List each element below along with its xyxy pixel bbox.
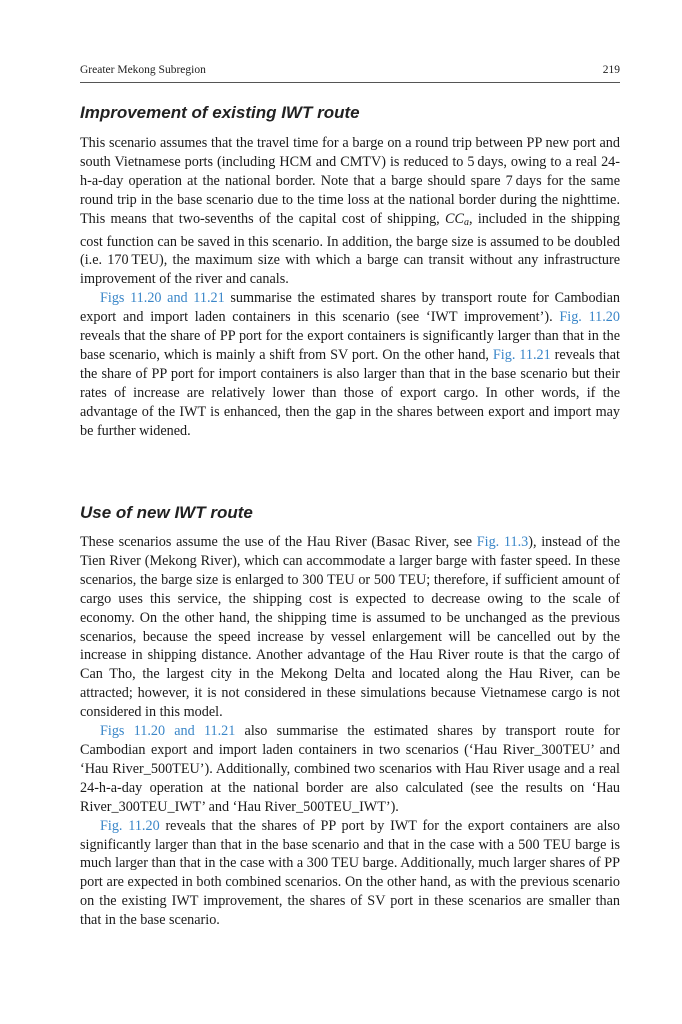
paragraph xyxy=(80,134,620,289)
running-title: Greater Mekong Subregion xyxy=(80,64,206,76)
paragraph xyxy=(80,289,620,440)
figure-reference-link[interactable]: Fig. 11.3 xyxy=(476,534,529,550)
text-run: reveals that the share of PP port for import containers is also larger than that in the base scenario but their rates of increase are relatively lower than those of export cargo. In other words, if the advantage of the IWT is enhanced, then the gap in the shares between export and import may be further widened. xyxy=(80,346,620,439)
section-heading-iwt-improvement: Improvement of existing IWT route xyxy=(80,103,360,122)
figure-reference-link[interactable]: Fig. 11.20 xyxy=(100,817,160,834)
text-run: These scenarios assume the use of the Hau River (Basac River, see xyxy=(80,534,477,550)
paragraph xyxy=(80,817,620,930)
figure-reference-link[interactable]: Figs 11.20 and 11.21 xyxy=(100,290,225,307)
text-run: ), instead of the Tien River (Mekong River), which can accommodate a larger barge with faster speed. In these scenarios, the barge size is enlarged to 300 TEU or 500 TEU; therefore, if sufficient amount of cargo uses this service, the shipping cost is expected to decrease owing to the scale of economy. On the other hand, the shipping time is assumed to be unchanged as the previous scenarios, because the speed increase by vessel enlargement will be cancelled out by the increase in shipping distance. Another advantage of the Hau River route is that the cargo of Can Tho, the largest city in the Mekong Delta and located along the Hau River, can be attracted; however, it is not considered in these simulations because Vietnamese cargo is not considered in this model. xyxy=(80,534,620,721)
text-run: , included in the shipping cost function can be saved in this scenario. In addition, the barge size is assumed to be doubled (i.e. 170 TEU), the maximum size with which a barge can transit without any infrastructure improvement of the river and canals. xyxy=(80,210,620,288)
text-run: also summarise the estimated shares by transport route for Cambodian export and import laden containers in two scenarios (‘Hau River_300TEU’ and ‘Hau River_500TEU’). Additionally, combined two scenarios with Hau River usage and a real 24-h-a-day operation at the national border are also calculated (see the results on ‘Hau River_300TEU_IWT’ and ‘Hau River_500TEU_IWT’). xyxy=(80,723,620,815)
paragraph xyxy=(80,533,620,722)
figure-reference-link[interactable]: Fig. 11.21 xyxy=(492,346,551,363)
section-new-iwt-route xyxy=(80,533,620,930)
figure-reference-link[interactable]: Figs 11.20 and 11.21 xyxy=(100,723,236,740)
page-number: 219 xyxy=(602,64,620,76)
text-run: reveals that the share of PP port for the export containers is significantly larger than that in the base scenario, which is mainly a shift from SV port. On the other hand, xyxy=(80,328,620,363)
section-iwt-improvement xyxy=(80,134,620,441)
section-heading-new-iwt-route: Use of new IWT route xyxy=(80,503,253,522)
math-subscript: a xyxy=(463,216,469,228)
text-run: This scenario assumes that the travel time for a barge on a round trip between PP new port and south Vietnamese ports (including HCM and CMTV) is reduced to 5 days, owing to a real 24-h-a-day operation at the national border. Note that a barge should spare 7 days for the same round trip in the base scenario due to the time loss at the national border during the nighttime. This means that two-sevenths of the capital cost of shipping, xyxy=(80,135,620,227)
math-symbol: CC xyxy=(445,210,464,227)
text-run: reveals that the shares of PP port by IWT for the export containers are also significantly larger than that in the base scenario and that in the case with a 500 TEU barge is much larger than that in the case with a 300 TEU barge. Additionally, much larger shares of PP port are expected in both combined scenarios. On the other hand, as with the previous scenario on the existing IWT improvement, the shares of SV port in these scenarios are smaller than that in the base scenario. xyxy=(80,817,621,929)
text-run: summarise the estimated shares by transport route for Cambodian export and import laden containers in this scenario (see ‘IWT improvement’). xyxy=(80,290,620,326)
running-head xyxy=(80,64,620,83)
paragraph xyxy=(80,722,620,817)
figure-reference-link[interactable]: Fig. 11.20 xyxy=(559,309,620,326)
